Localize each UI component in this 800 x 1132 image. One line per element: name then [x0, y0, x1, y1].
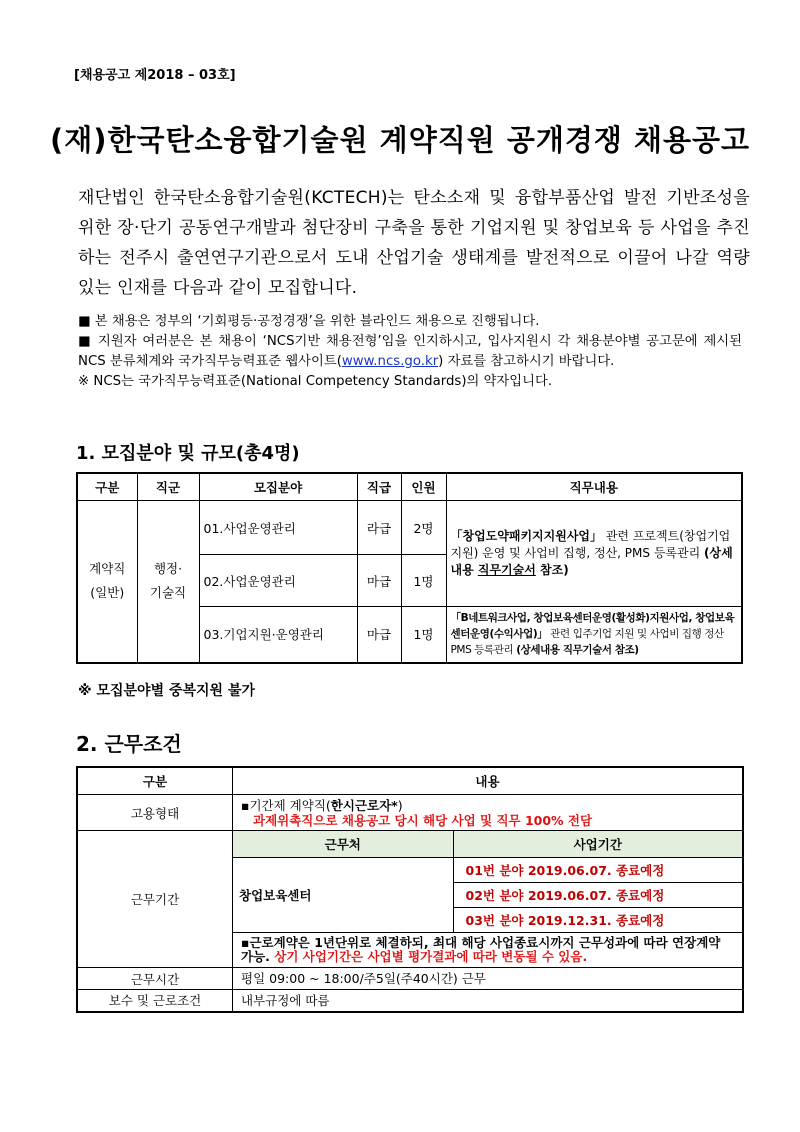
- workplace-header: 근무처: [233, 831, 453, 858]
- period-table: [233, 831, 742, 967]
- employment-content: [233, 795, 744, 831]
- header-duty: 직무내용: [446, 473, 742, 501]
- period-item: 01번 분야 2019.06.07. 종료예정: [453, 858, 742, 883]
- field-cell: 01.사업운영관리: [199, 501, 357, 555]
- note-ncs-text: ■ 지원자 여러분은 본 채용이 ‘NCS기반 채용전형’임을 인지하시고, 입사지원시 각 채용분야별 공고문에 제시된 NCS 분류체계와 국가직무능력표준 웹사이트(: [78, 334, 742, 369]
- duty-cell-2: [446, 607, 742, 663]
- duty-cell-1: [446, 501, 742, 607]
- recruitment-table: [76, 472, 743, 664]
- note-ncs-text-end: ) 자료를 참고하시기 바랍니다.: [438, 354, 615, 369]
- category-cell: 계약직 (일반): [77, 501, 137, 663]
- notes-block: [78, 312, 742, 392]
- hours-row: [77, 968, 743, 990]
- table-row: [77, 501, 742, 555]
- ncs-website-link[interactable]: www.ncs.go.kr: [341, 354, 439, 369]
- employment-label: 고용형태: [77, 795, 233, 831]
- period-item: 02번 분야 2019.06.07. 종료예정: [453, 883, 742, 908]
- job-description-link[interactable]: 직무기술서: [477, 563, 536, 577]
- period-header: 사업기간: [453, 831, 742, 858]
- employment-type-text: ▪기간제 계약직(: [241, 797, 331, 813]
- header-job-group: 직군: [137, 473, 199, 501]
- period-label: 근무기간: [77, 831, 233, 968]
- table-header-row: [77, 473, 742, 501]
- work-conditions-table: [76, 766, 744, 1013]
- count-cell: 1명: [401, 607, 446, 663]
- note-ncs: [78, 332, 742, 372]
- workplace-cell: 창업보육센터: [233, 858, 453, 933]
- duty1-project: 「창업도약패키지지원사업」: [450, 529, 603, 543]
- period-content: [233, 831, 744, 968]
- duty2-ref: (상세내용 직무기술서 참조): [516, 644, 639, 657]
- notice-number: [채용공고 제2018 – 03호]: [74, 68, 236, 83]
- count-cell: 2명: [401, 501, 446, 555]
- hours-label: 근무시간: [77, 968, 233, 990]
- period-note: [233, 933, 742, 968]
- note-ncs-definition: ※ NCS는 국가직무능력표준(National Competency Standards)의 약자입니다.: [78, 374, 553, 389]
- pay-label: 보수 및 근로조건: [77, 990, 233, 1012]
- duty1-ref-close: 참조): [535, 563, 569, 577]
- header-content: 내용: [233, 767, 744, 795]
- table-header-row: [77, 767, 743, 795]
- period-note-text: ▪근로계약은 1년단위로 체결하되, 최대 해당 사업종료시까지 근무성과에 따라 연장계약 가능.: [241, 935, 721, 964]
- page-title: (재)한국탄소융합기술원 계약직원 공개경쟁 채용공고: [49, 123, 751, 157]
- job-group-cell: 행정· 기술직: [137, 501, 199, 663]
- pay-value: 내부규정에 따름: [233, 990, 744, 1012]
- field-cell: 03.기업지원·운영관리: [199, 607, 357, 663]
- period-row: [77, 831, 743, 968]
- period-note-warning: 상기 사업기간은 사업별 평가결과에 따라 변동될 수 있음.: [269, 949, 588, 964]
- header-category: 구분: [77, 767, 233, 795]
- employment-type-close: ): [397, 797, 403, 813]
- count-cell: 1명: [401, 555, 446, 607]
- grade-cell: 마급: [357, 555, 401, 607]
- employment-row: [77, 795, 743, 831]
- employment-note: 과제위촉직으로 채용공고 당시 해당 사업 및 직무 100% 전담: [253, 812, 593, 828]
- duty1-text: 관련 프로젝트(창업기업지원) 운영 및 사업비 집행, 정산, PMS 등록관리: [450, 529, 731, 560]
- intro-paragraph: 재단법인 한국탄소융합기술원(KCTECH)는 탄소소재 및 융합부품산업 발전 기반조성을 위한 장·단기 공동연구개발과 첨단장비 구축을 통한 기업지원 및 창업보육 등 사업을 추진하는 전주시 출연연구기관으로서 도내 산업기술 생태계를 발전적으로 이끌어 나갈 역량 있는 인재를 다음과 같이 모집합니다.: [78, 188, 750, 298]
- period-item: 03번 분야 2019.12.31. 종료예정: [453, 908, 742, 933]
- header-count: 인원: [401, 473, 446, 501]
- employment-type: [241, 798, 734, 813]
- duty2-text: 관련 입주기업 지원 및 사업비 집행 정산 PMS 등록관리: [450, 628, 724, 657]
- hours-value: 평일 09:00 ~ 18:00/주5일(주40시간) 근무: [233, 968, 744, 990]
- duplicate-application-note: ※ 모집분야별 중복지원 불가: [78, 683, 255, 699]
- pay-row: [77, 990, 743, 1012]
- section1-heading: 1. 모집분야 및 규모(총4명): [76, 443, 300, 464]
- grade-cell: 마급: [357, 607, 401, 663]
- header-category: 구분: [77, 473, 137, 501]
- note-blind-hiring: ■ 본 채용은 정부의 ‘기회평등·공정경쟁’을 위한 블라인드 채용으로 진행됩니다.: [78, 314, 540, 329]
- header-field: 모집분야: [199, 473, 357, 501]
- grade-cell: 라급: [357, 501, 401, 555]
- duty1-ref-open: (상세내용: [450, 546, 733, 577]
- temporary-worker: 한시근로자*: [330, 797, 398, 813]
- duty2-projects: 「B네트워크사업, 창업보육센터운영(활성화)지원사업, 창업보육센터운영(수익사업)」: [450, 612, 735, 641]
- header-grade: 직급: [357, 473, 401, 501]
- field-cell: 02.사업운영관리: [199, 555, 357, 607]
- section2-heading: 2. 근무조건: [76, 732, 182, 756]
